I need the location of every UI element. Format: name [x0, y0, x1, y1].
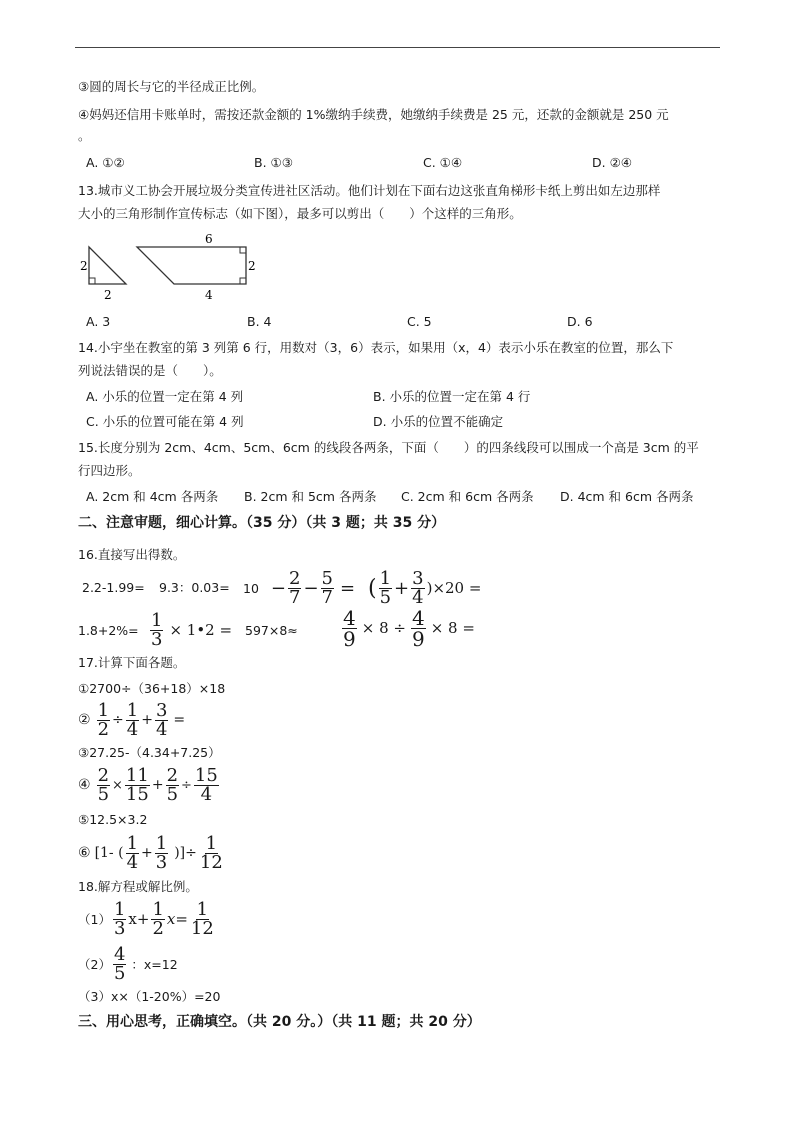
q17-problem-2 — [78, 700, 185, 740]
q14-option-b[interactable]: B. 小乐的位置一定在第 4 行 — [373, 389, 531, 404]
q18-problem-3: （3）x×（1-20%）=20 — [78, 989, 221, 1004]
q13-text-line1: 13.城市义工协会开展垃圾分类宣传进社区活动。他们计划在下面右边这张直角梯形卡纸上剪出如左边那样 — [78, 183, 661, 198]
q14-text-line2: 列说法错误的是（ ）。 — [78, 363, 222, 378]
q16-e8-fraction-1: $\frac{4}{9}$ — [343, 605, 356, 651]
q16-expr-4 — [368, 568, 481, 608]
q18-p1-fraction-2: $\frac{1}{2}$ — [152, 898, 164, 939]
q14-text-line1: 14.小宇坐在教室的第 3 列第 6 行，用数对（3，6）表示，如果用（x，4）表示小乐在教室的位置，那么下 — [78, 340, 674, 355]
q17-p4-fraction-4: $\frac{15}{4}$ — [194, 764, 218, 805]
q16-expr-3 — [243, 568, 355, 608]
q17-p6-fraction-1: $\frac{1}{4}$ — [126, 832, 139, 873]
q14-option-c[interactable]: C. 小乐的位置可能在第 4 列 — [86, 414, 244, 429]
q15-option-d[interactable]: D. 4cm 和 6cm 各两条 — [560, 489, 694, 504]
q16-expr-5: 1.8+2%= — [78, 623, 139, 638]
q18-problem-2 — [78, 944, 178, 984]
q16-expr-2: 9.3：0.03= — [159, 580, 230, 595]
q16-e4-plus: + — [394, 577, 410, 599]
q17-p6-label: ⑥ — [78, 845, 91, 861]
section-3-heading: 三、用心思考，正确填空。（共 20 分。）（共 11 题；共 20 分） — [78, 1014, 481, 1030]
q17-p4-times: × — [112, 777, 123, 793]
q17-p4-fraction-2: $\frac{11}{15}$ — [125, 764, 149, 805]
triangle-shape — [89, 247, 126, 284]
q17-problem-3: ③27.25-（4.34+7.25） — [78, 745, 221, 760]
q17-p6-plus: + — [141, 845, 153, 861]
q18-p1-fraction-3: $\frac{1}{12}$ — [190, 898, 214, 939]
q13-option-a[interactable]: A. 3 — [86, 314, 111, 329]
q17-p6-close: )]÷ — [174, 845, 197, 861]
q16-expr-1: 2.2-1.99= — [82, 580, 145, 595]
q12-option-a[interactable]: A. ①② — [86, 155, 125, 170]
q17-p2-equals: = — [173, 712, 186, 728]
triangle-height-label: 2 — [80, 259, 88, 273]
trapezoid-bottom-label: 4 — [205, 288, 213, 302]
q16-e3-ten: 10 — [243, 580, 259, 596]
q14-option-a[interactable]: A. 小乐的位置一定在第 4 列 — [86, 389, 244, 404]
q17-p2-divide: ÷ — [112, 712, 124, 728]
q17-p2-plus: + — [141, 712, 153, 728]
q17-p2-fraction-1: $\frac{1}{2}$ — [97, 699, 110, 740]
q12-statement-3: ③圆的周长与它的半径成正比例。 — [78, 79, 265, 94]
q17-p2-fraction-2: $\frac{1}{4}$ — [126, 699, 139, 740]
q16-e3-minus-2: − — [303, 577, 319, 599]
q16-expr-7: 597×8≈ — [245, 623, 298, 638]
q16-e4-fraction-1: $\frac{1}{5}$ — [379, 567, 392, 608]
trapezoid-shape — [137, 247, 246, 284]
q16-title: 16.直接写出得数。 — [78, 547, 186, 562]
q17-p4-fraction-3: $\frac{2}{5}$ — [166, 764, 179, 805]
q15-text-line2: 行四边形。 — [78, 463, 141, 478]
q14-option-d[interactable]: D. 小乐的位置不能确定 — [373, 414, 504, 429]
q17-p2-fraction-3: $\frac{3}{4}$ — [155, 699, 168, 740]
q17-problem-5: ⑤12.5×3.2 — [78, 812, 148, 827]
q18-p2-fraction: $\frac{4}{5}$ — [113, 943, 126, 984]
q17-p4-fraction-1: $\frac{2}{5}$ — [97, 764, 110, 805]
q17-problem-1: ①2700÷（36+18）×18 — [78, 681, 226, 696]
q17-p6-fraction-3: $\frac{1}{12}$ — [199, 832, 223, 873]
q18-p1-end: x= — [166, 910, 188, 928]
q12-option-b[interactable]: B. ①③ — [254, 155, 293, 170]
q16-e4-close: )×20 = — [426, 579, 482, 597]
q18-title: 18.解方程或解比例。 — [78, 879, 198, 894]
triangle-base-label: 2 — [104, 288, 112, 302]
q16-e3-fraction-2: $\frac{5}{7}$ — [321, 567, 333, 608]
q12-option-c[interactable]: C. ①④ — [423, 155, 463, 170]
q17-p6-fraction-2: $\frac{1}{3}$ — [155, 832, 168, 873]
q16-expr-6 — [148, 610, 232, 650]
q16-e4-fraction-2: $\frac{3}{4}$ — [412, 567, 424, 608]
q13-text-line2: 大小的三角形制作宣传标志（如下图），最多可以剪出（ ）个这样的三角形。 — [78, 206, 522, 221]
q17-p4-divide: ÷ — [181, 777, 192, 793]
q16-e8-fraction-2: $\frac{4}{9}$ — [411, 605, 425, 651]
q17-problem-6 — [78, 832, 226, 874]
q18-p1-fraction-1: $\frac{1}{3}$ — [113, 898, 126, 939]
header-rule — [75, 47, 720, 48]
q16-e3-fraction-1: $\frac{2}{7}$ — [289, 567, 301, 608]
q16-e3-minus-1: − — [270, 577, 286, 599]
q16-e6-fraction: $\frac{1}{3}$ — [151, 609, 163, 650]
q15-option-a[interactable]: A. 2cm 和 4cm 各两条 — [86, 489, 219, 504]
trapezoid-top-label: 6 — [205, 232, 213, 246]
q18-p1-label: （1） — [78, 912, 111, 927]
q17-p4-plus: + — [151, 777, 164, 793]
q12-statement-4-end: 。 — [78, 128, 91, 143]
q13-figure — [78, 232, 278, 304]
q12-option-d[interactable]: D. ②④ — [592, 155, 632, 170]
q12-statement-4: ④妈妈还信用卡账单时，需按还款金额的 1%缴纳手续费，她缴纳手续费是 25 元，还款的金额就是 250 元 — [78, 107, 669, 122]
q18-problem-1 — [78, 898, 217, 940]
q15-text-line1: 15.长度分别为 2cm、4cm、5cm、6cm 的线段各两条，下面（ ）的四条线段可以围成一个高是 3cm 的平 — [78, 440, 699, 455]
q17-p6-open: [1- ( — [94, 845, 124, 861]
q15-option-b[interactable]: B. 2cm 和 5cm 各两条 — [244, 489, 377, 504]
q16-e8-end: × 8 = — [430, 619, 475, 637]
trapezoid-height-label: 2 — [248, 259, 256, 273]
q13-option-b[interactable]: B. 4 — [247, 314, 272, 329]
q15-option-c[interactable]: C. 2cm 和 6cm 各两条 — [401, 489, 534, 504]
section-2-heading: 二、注意审题，细心计算。（35 分）（共 3 题；共 35 分） — [78, 515, 446, 531]
q17-p2-label: ② — [78, 712, 91, 728]
q17-p4-label: ④ — [78, 777, 91, 793]
q13-option-c[interactable]: C. 5 — [407, 314, 432, 329]
q16-e4-open-paren: ( — [368, 575, 377, 601]
q17-title: 17.计算下面各题。 — [78, 655, 186, 670]
q17-problem-4 — [78, 764, 221, 806]
q16-e6-rest: × 1•2 = — [169, 621, 233, 639]
q18-p1-mid: x+ — [128, 910, 150, 928]
q16-e3-equals: = — [340, 577, 356, 599]
q16-e8-mid: × 8 ÷ — [361, 619, 406, 637]
q18-p2-label: （2） — [78, 957, 111, 972]
q18-p2-end: ：x=12 — [131, 957, 178, 972]
q16-expr-8 — [340, 606, 475, 650]
q13-option-d[interactable]: D. 6 — [567, 314, 593, 329]
